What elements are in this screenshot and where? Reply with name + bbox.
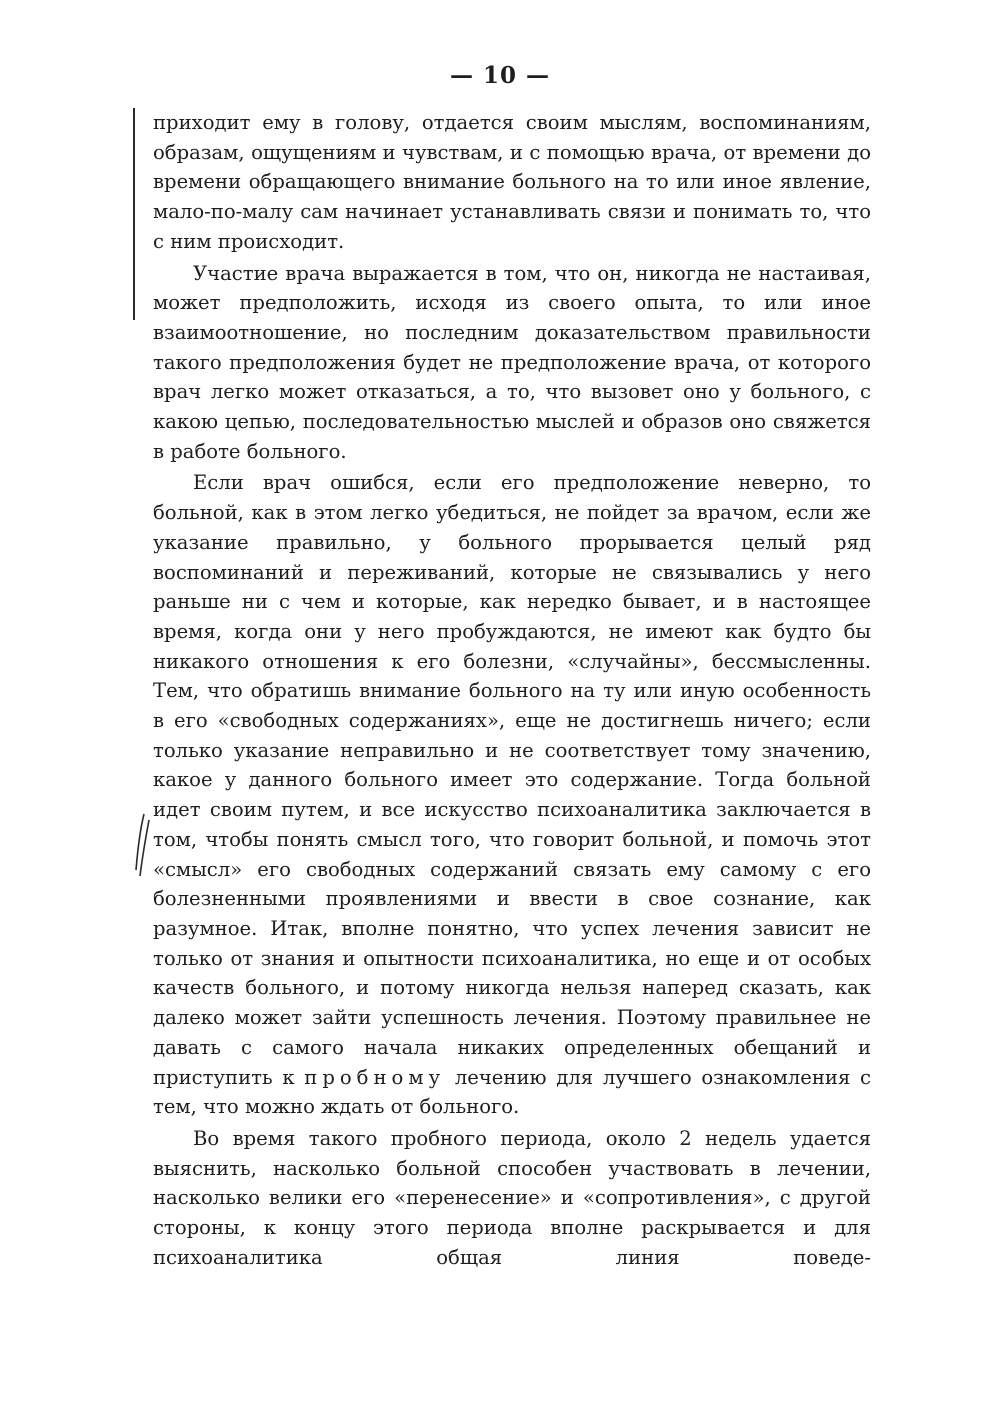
margin-pencil-mark	[130, 810, 152, 882]
paragraph-4: Во время такого пробного периода, около 2 недель удается выяснить, насколько больной способен участвовать в лечении, насколько велики его «перенесение» и «сопротивления», с другой стороны, к концу этого периода вполне раскрывается и для психоаналитика общая линия поведе-	[153, 1126, 871, 1269]
margin-pencil-line	[133, 108, 135, 320]
page-number: — 10 —	[449, 62, 551, 89]
paragraph-3-after: лечению для лучшего ознакомления с тем, что можно ждать от больного.	[153, 1065, 872, 1119]
paragraph-2: Участие врача выражается в том, что он, никогда не настаивая, может предположить, исходя из своего опыта, то или иное взаимоотношение, но последним доказательством правильности такого предположения будет не предположение врача, от которого врач легко может отказаться, а то, что вызовет оно у больного, с какою цепью, последовательностью мыслей и образов оно свяжется в работе больного.	[153, 261, 871, 463]
emphasis-spaced-word: пробному	[304, 1065, 446, 1089]
paragraph-1: приходит ему в голову, отдается своим мыслям, воспоминаниям, образам, ощущениям и чувствам, и с помощью врача, от времени до времени обращающего внимание больного на то или иное явление, мало-по-малу сам начинает устанавливать связи и понимать то, что с ним происходит.	[153, 111, 871, 253]
paragraph-3	[153, 468, 871, 1121]
paragraph-3-before: Если врач ошибся, если его предположение неверно, то больной, как в этом легко убедиться, не пойдет за врачом, если же указание правильно, у больного прорывается целый ряд воспоминаний и переживаний, которые не связывались у него раньше ни с чем и которые, как нередко бывает, и в настоящее время, когда они у него пробуждаются, не имеют как будто бы никакого отношения к его болезни, «случайны», бессмысленны. Тем, что обратишь внимание больного на ту или иную особенность в его «свободных содержаниях», еще не достигнешь ничего; если только указание неправильно и не соответствует тому значению, какое у данного больного имеет это содержание. Тогда больной идет своим путем, и все искусство психоаналитика заключается в том, чтобы понять смысл того, что говорит больной, и помочь этот «смысл» его свободных содержаний связать ему самому с его болезненными проявлениями и ввести в свое сознание, как разумное. Итак, вполне понятно, что успех лечения зависит не только от знания и опытности психоаналитика, но еще и от особых качеств больного, и потому никогда нельзя наперед сказать, как далеко может зайти успешность лечения. Поэтому правильнее не давать с самого начала никаких определенных обещаний и приступить к	[153, 471, 871, 1089]
body-text	[153, 108, 871, 1272]
